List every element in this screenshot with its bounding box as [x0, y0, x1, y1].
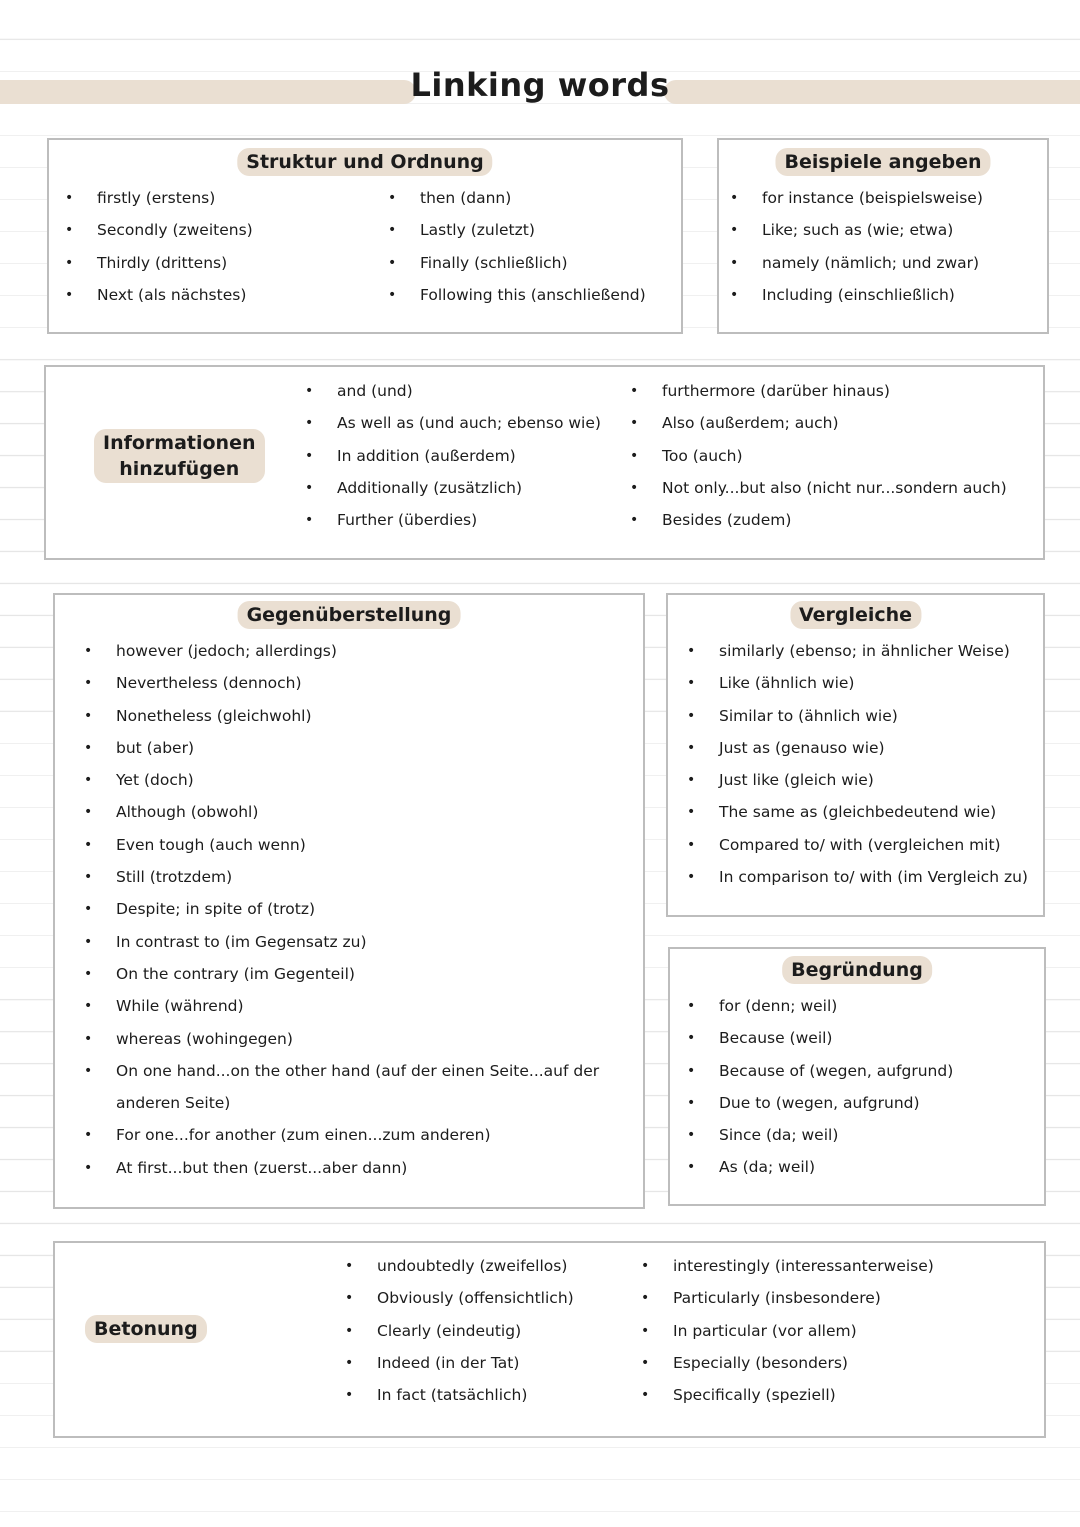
list-item: • Compared to/ with (vergleichen mit) — [687, 829, 1028, 861]
list-item: • for instance (beispielsweise) — [730, 182, 983, 214]
list-item: • Following this (anschließend) — [388, 279, 646, 311]
list-item: • In fact (tatsächlich) — [345, 1379, 574, 1411]
list-item: • and (und) — [305, 375, 601, 407]
list-item: • Also (außerdem; auch) — [630, 407, 1007, 439]
section-heading — [94, 429, 265, 483]
list-item: • Finally (schließlich) — [388, 247, 646, 279]
section-gegenueberstellung — [53, 593, 645, 1209]
list-item: • firstly (erstens) — [65, 182, 253, 214]
page-title: Linking words — [410, 66, 670, 104]
list-item: • Because (weil) — [687, 1022, 953, 1054]
list-item: • Similar to (ähnlich wie) — [687, 700, 1028, 732]
list-item: • interestingly (interessanterweise) — [641, 1250, 934, 1282]
list-item: • Secondly (zweitens) — [65, 214, 253, 246]
list-item: • Particularly (insbesondere) — [641, 1282, 934, 1314]
list-item: • undoubtedly (zweifellos) — [345, 1250, 574, 1282]
list-item: • Further (überdies) — [305, 504, 601, 536]
section-heading: Gegenüberstellung — [238, 601, 461, 629]
list-item: • Still (trotzdem) — [84, 861, 604, 893]
list-item: • Thirdly (drittens) — [65, 247, 253, 279]
section-heading: Vergleiche — [790, 601, 921, 629]
list-item: • Obviously (offensichtlich) — [345, 1282, 574, 1314]
struktur-list-col2 — [388, 182, 646, 311]
list-item: • Indeed (in der Tat) — [345, 1347, 574, 1379]
list-item: • but (aber) — [84, 732, 604, 764]
list-item: • In addition (außerdem) — [305, 440, 601, 472]
beispiele-list — [730, 182, 983, 311]
list-item: • Because of (wegen, aufgrund) — [687, 1055, 953, 1087]
list-item: • Nonetheless (gleichwohl) — [84, 700, 604, 732]
list-item: • At first...but then (zuerst...aber dann) — [84, 1152, 604, 1184]
list-item: • While (während) — [84, 990, 604, 1022]
list-item: • Despite; in spite of (trotz) — [84, 893, 604, 925]
list-item: • For one...for another (zum einen...zum anderen) — [84, 1119, 604, 1151]
section-vergleiche — [666, 593, 1045, 917]
section-informationen — [44, 365, 1045, 560]
list-item: • Like (ähnlich wie) — [687, 667, 1028, 699]
list-item: • In comparison to/ with (im Vergleich zu) — [687, 861, 1028, 893]
heading-line: Informationen — [103, 432, 256, 454]
list-item: • then (dann) — [388, 182, 646, 214]
gegenueber-list — [84, 635, 604, 1184]
section-heading: Beispiele angeben — [775, 148, 990, 176]
list-item: • Nevertheless (dennoch) — [84, 667, 604, 699]
section-begruendung — [668, 947, 1046, 1206]
list-item: • Even tough (auch wenn) — [84, 829, 604, 861]
list-item: • On the contrary (im Gegenteil) — [84, 958, 604, 990]
list-item: • Lastly (zuletzt) — [388, 214, 646, 246]
vergleiche-list — [687, 635, 1028, 893]
list-item: • namely (nämlich; und zwar) — [730, 247, 983, 279]
list-item: • In contrast to (im Gegensatz zu) — [84, 926, 604, 958]
begruendung-list — [687, 990, 953, 1184]
list-item: • As well as (und auch; ebenso wie) — [305, 407, 601, 439]
betonung-list-col2 — [641, 1250, 934, 1411]
list-item: • The same as (gleichbedeutend wie) — [687, 796, 1028, 828]
list-item: • Just like (gleich wie) — [687, 764, 1028, 796]
list-item: • Including (einschließlich) — [730, 279, 983, 311]
informationen-list-col2 — [630, 375, 1007, 536]
list-item: • Not only...but also (nicht nur...sondern auch) — [630, 472, 1007, 504]
section-heading: Struktur und Ordnung — [237, 148, 492, 176]
list-item: • Additionally (zusätzlich) — [305, 472, 601, 504]
list-item: • for (denn; weil) — [687, 990, 953, 1022]
list-item: • In particular (vor allem) — [641, 1315, 934, 1347]
list-item: • Next (als nächstes) — [65, 279, 253, 311]
section-heading: Betonung — [85, 1315, 207, 1343]
list-item: • Yet (doch) — [84, 764, 604, 796]
list-item: • similarly (ebenso; in ähnlicher Weise) — [687, 635, 1028, 667]
section-struktur — [47, 138, 683, 334]
list-item: • Since (da; weil) — [687, 1119, 953, 1151]
list-item: • As (da; weil) — [687, 1151, 953, 1183]
section-heading: Begründung — [782, 956, 932, 984]
list-item: • Just as (genauso wie) — [687, 732, 1028, 764]
section-beispiele — [717, 138, 1049, 334]
heading-line: hinzufügen — [119, 458, 240, 480]
list-item: • whereas (wohingegen) — [84, 1023, 604, 1055]
list-item: • Especially (besonders) — [641, 1347, 934, 1379]
struktur-list-col1 — [65, 182, 253, 311]
list-item: • Too (auch) — [630, 440, 1007, 472]
list-item: • Due to (wegen, aufgrund) — [687, 1087, 953, 1119]
list-item: • Clearly (eindeutig) — [345, 1315, 574, 1347]
list-item: • however (jedoch; allerdings) — [84, 635, 604, 667]
list-item: • On one hand...on the other hand (auf der einen Seite...auf der anderen Seite) — [84, 1055, 604, 1120]
list-item: • Besides (zudem) — [630, 504, 1007, 536]
list-item: • Specifically (speziell) — [641, 1379, 934, 1411]
informationen-list-col1 — [305, 375, 601, 536]
betonung-list-col1 — [345, 1250, 574, 1411]
list-item: • Like; such as (wie; etwa) — [730, 214, 983, 246]
list-item: • furthermore (darüber hinaus) — [630, 375, 1007, 407]
list-item: • Although (obwohl) — [84, 796, 604, 828]
section-betonung — [53, 1241, 1046, 1438]
